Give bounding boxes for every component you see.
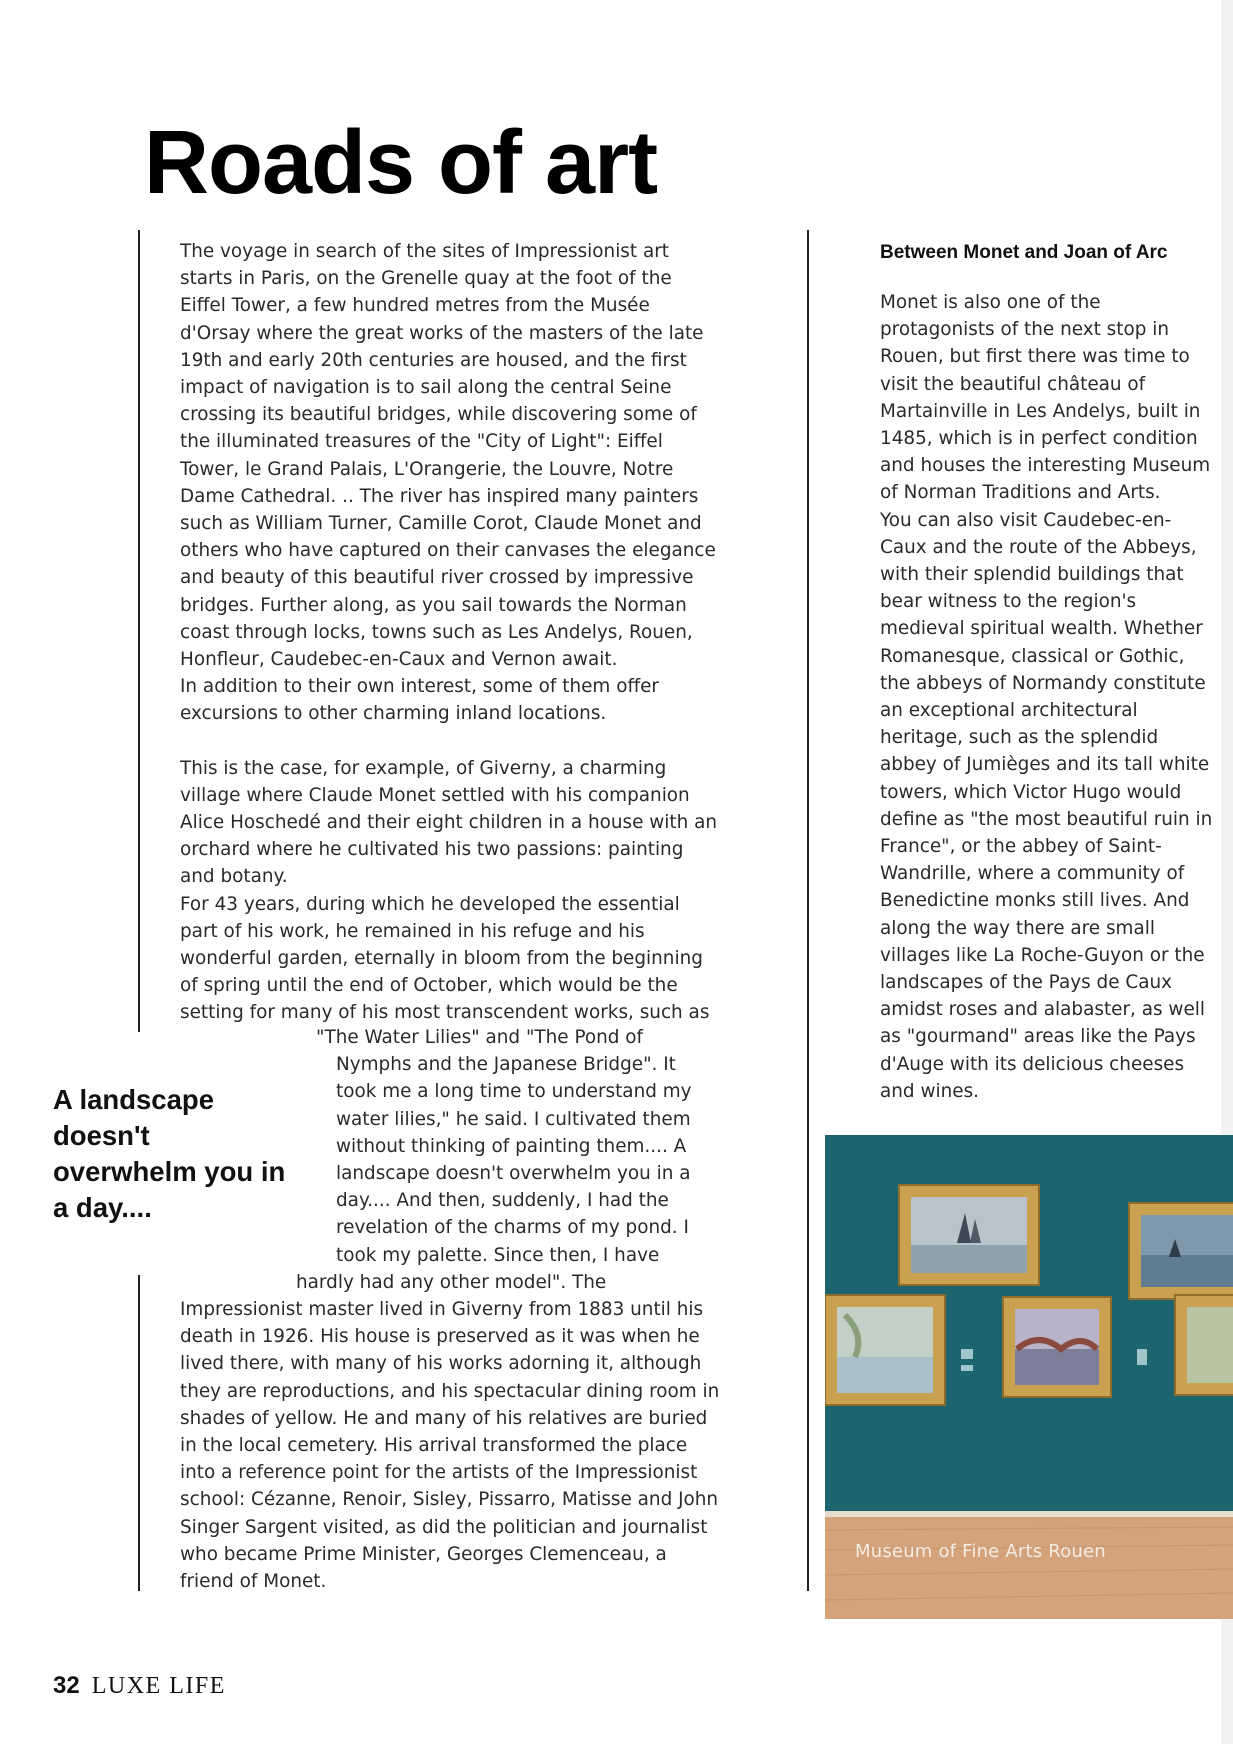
giverny-paragraph: This is the case, for example, of Giverny, a charming village where Claude Monet settled with his companion Alice Hoschedé and their eight children in a house with an orchard where he cultivated his two passions: painting and botany. <box>180 757 718 888</box>
quote-line: hardly had any other model". The <box>296 1271 607 1293</box>
quote-line: "The Water Lilies" and "The Pond of <box>316 1027 644 1048</box>
painting-frame <box>1129 1203 1233 1299</box>
museum-photo <box>825 1135 1233 1619</box>
painting-frame <box>1003 1297 1111 1397</box>
giverny-house-paragraph: Impressionist master lived in Giverny from 1883 until his death in 1926. His house is preserved as it was when he lived there, with many of his works adorning it, although they are reproductions, and his spectacular dining room in shades of yellow. He and many of his relatives are buried in the local cemetery. His arrival transformed the place into a reference point for the artists of the Impressionist school: Cézanne, Renoir, Sisley, Pissarro, Matisse and John Singer Sargent visited, as did the politician and journalist who became Prime Minister, Georges Clemenceau, a friend of Monet. <box>180 1299 720 1593</box>
column-divider-rule <box>807 230 809 1591</box>
photo-caption: Museum of Fine Arts Rouen <box>855 1541 1106 1562</box>
pull-quote: A landscape doesn't overwhelm you in a day.... <box>53 1084 286 1223</box>
page-footer <box>53 1672 226 1700</box>
quote-line: Nymphs and the Japanese Bridge". It <box>336 1054 676 1076</box>
quote-line: revelation of the charms of my pond. I <box>336 1217 689 1239</box>
intro-paragraph: The voyage in search of the sites of Impressionist art starts in Paris, on the Grenelle quay at the foot of the Eiffel Tower, a few hundred metres from the Musée d'Orsay where the great works of the masters of the late 19th and early 20th centuries are housed, and the first impact of navigation is to sail along the central Seine crossing its beautiful bridges, while discovering some of the illuminated treasures of the "City of Light": Eiffel Tower, le Grand Palais, L'Orangerie, the Louvre, Notre Dame Cathedral. .. The river has inspired many painters such as William Turner, Camille Corot, Claude Monet and others who have captured on their canvases the elegance and beauty of this beautiful river crossed by impressive bridges. Further along, as you sail towards the Norman coast through locks, towns such as Les Andelys, Rouen, Honfleur, Caudebec-en-Caux and Vernon await. <box>180 241 716 671</box>
excursions-paragraph: In addition to their own interest, some of them offer excursions to other charming inland locations. <box>180 676 659 725</box>
rouen-paragraph: Monet is also one of the protagonists of the next stop in Rouen, but first there was time to visit the beautiful château of Martainville in Les Andelys, built in 1485, which is in perfect condition and houses the interesting Museum of Norman Traditions and Arts. <box>880 292 1211 504</box>
right-column <box>880 289 1215 1105</box>
page-number: 32 <box>53 1672 80 1699</box>
quote-line: water lilies," he said. I cultivated them <box>336 1108 691 1130</box>
left-column-rule-top <box>138 230 140 1032</box>
left-column-top <box>180 238 720 1027</box>
left-column-rule-bottom <box>138 1275 140 1591</box>
left-column-bottom <box>180 1296 720 1595</box>
monet-quote-text <box>296 1024 716 1296</box>
magazine-name: LUXE LIFE <box>91 1673 226 1699</box>
quote-line: without thinking of painting them.... A <box>336 1135 687 1157</box>
abbeys-paragraph: You can also visit Caudebec-en-Caux and the route of the Abbeys, with their splendid buildings that bear witness to the region's medieval spiritual wealth. Whether Romanesque, classical or Gothic, the abbeys of Normandy constitute an exceptional architectural heritage, such as the splendid abbey of Jumièges and its tall white towers, which Victor Hugo would define as "the most beautiful ruin in France", or the abbey of Saint-Wandrille, where a community of Benedictine monks still lives. And along the way there are small villages like La Roche-Guyon or the landscapes of the Pays de Caux amidst roses and alabaster, as well as "gourmand" areas like the Pays d'Auge with its delicious cheeses and wines. <box>880 509 1213 1102</box>
quote-line: took me a long time to understand my <box>336 1081 692 1103</box>
painting-frame <box>825 1295 945 1405</box>
quote-line: took my palette. Since then, I have <box>336 1244 660 1266</box>
monet-years-paragraph: For 43 years, during which he developed the essential part of his work, he remained in his refuge and his wonderful garden, eternally in bloom from the beginning of spring until the end of October, which would be the setting for many of his most transcendent works, such as <box>180 893 710 1024</box>
page-title: Roads of art <box>144 113 658 213</box>
painting-frame <box>899 1185 1039 1285</box>
painting-frame <box>1175 1295 1233 1395</box>
quote-line: day.... And then, suddenly, I had the <box>336 1190 669 1212</box>
quote-line: landscape doesn't overwhelm you in a <box>336 1163 691 1185</box>
section-subhead: Between Monet and Joan of Arc <box>880 242 1168 263</box>
museum-floor <box>825 1515 1233 1619</box>
